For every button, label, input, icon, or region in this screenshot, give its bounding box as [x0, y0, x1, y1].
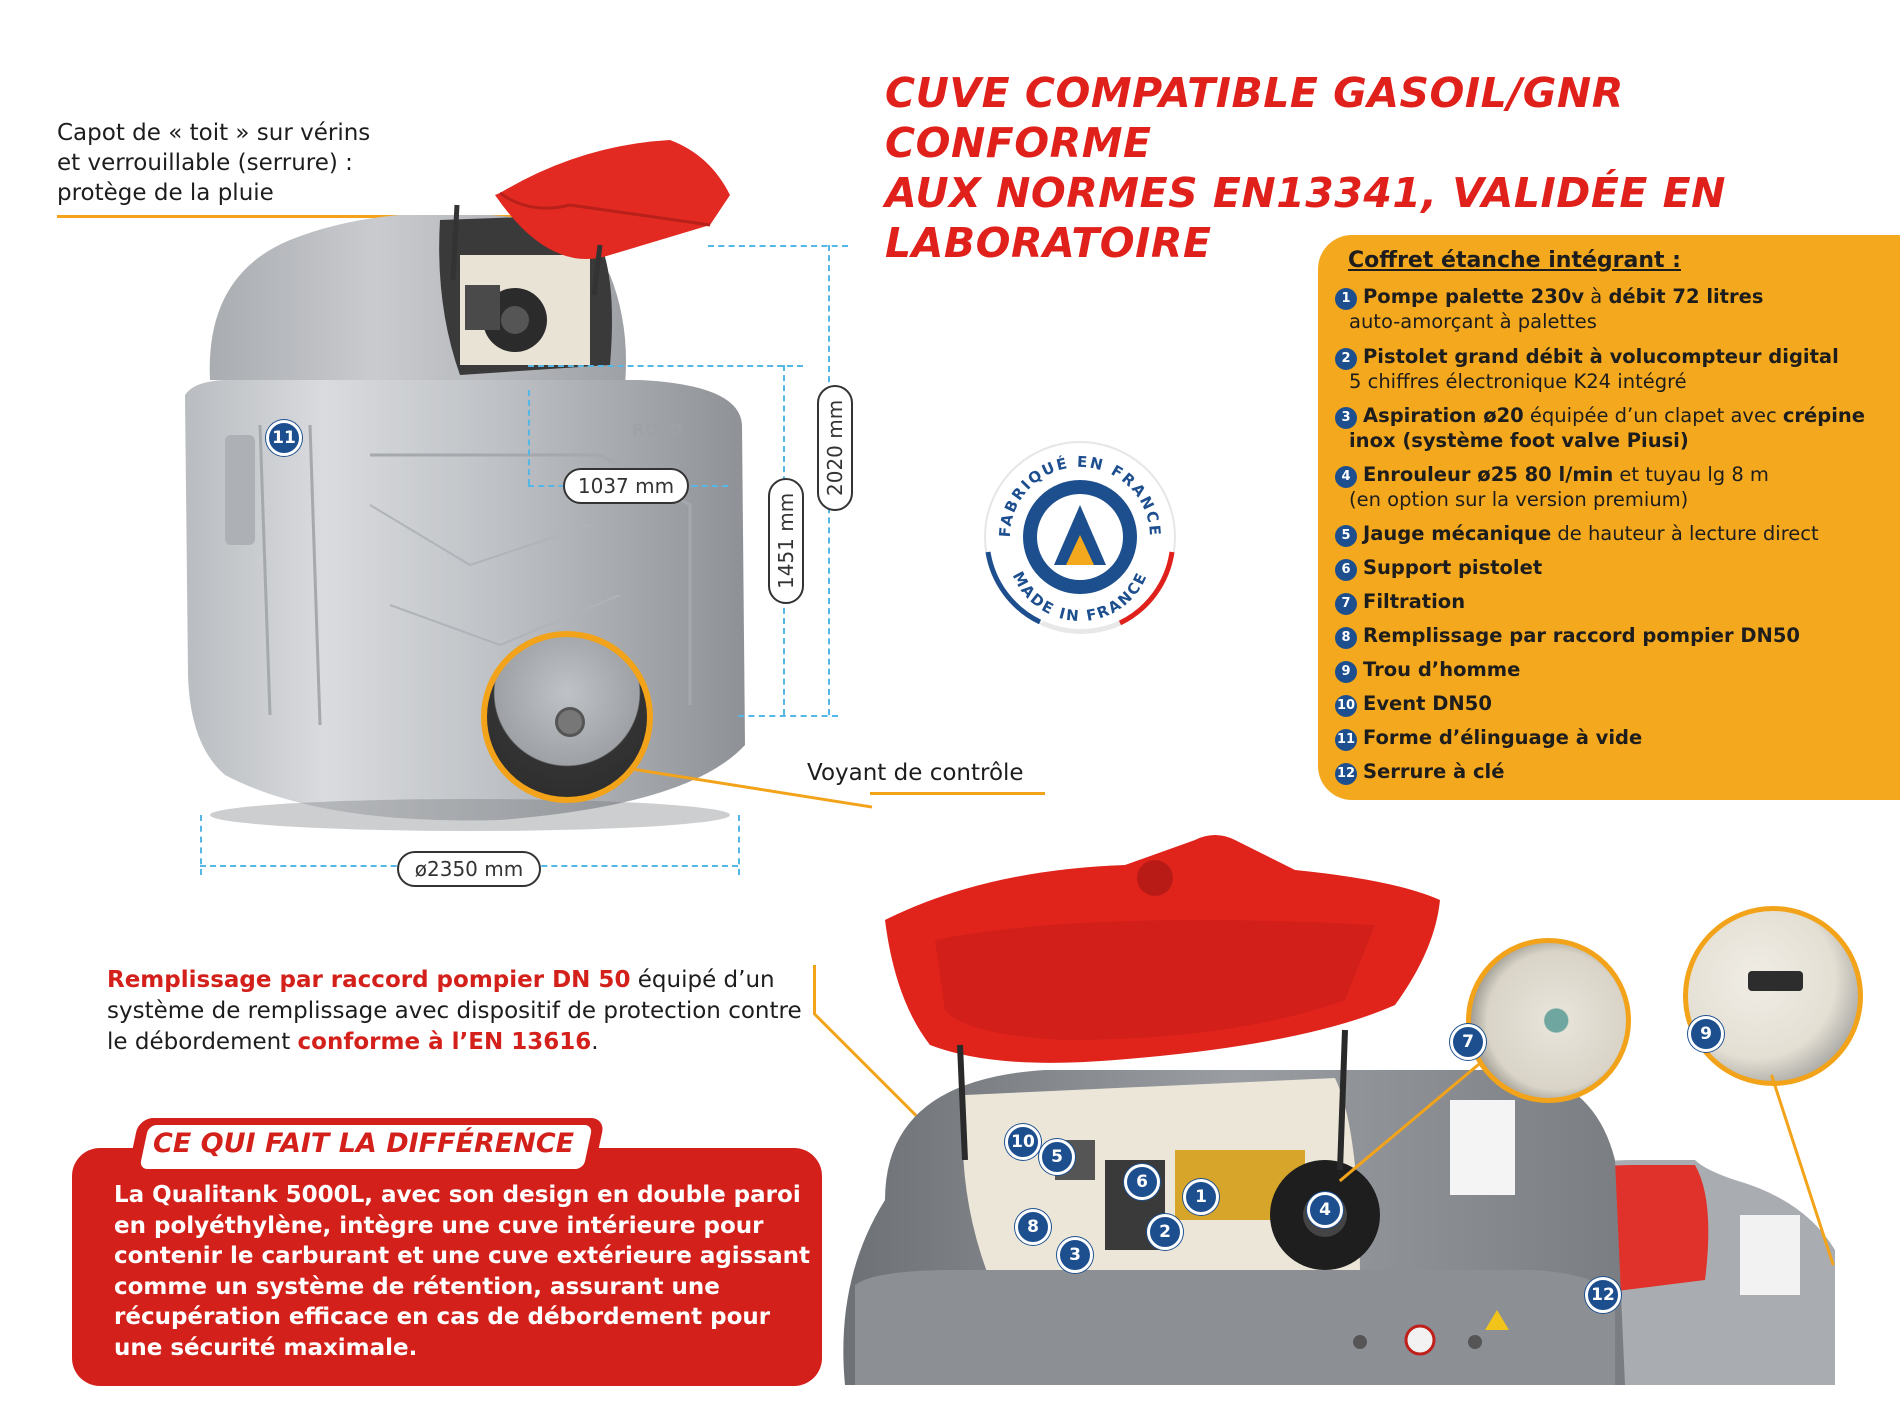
feature-item-9 — [1335, 658, 1895, 683]
dim-guide-diam-right — [738, 815, 740, 875]
feature-item-3 — [1335, 404, 1895, 453]
feature-bold: Filtration — [1363, 590, 1466, 613]
feature-sub: (en option sur la version premium) — [1349, 488, 1689, 511]
badge-2: 2 — [1147, 1214, 1183, 1250]
title-line-1: CUVE COMPATIBLE GASOIL/GNR CONFORME — [885, 69, 1624, 167]
handle-icon — [1748, 971, 1803, 991]
feature-text: équipée d’un clapet avec — [1523, 404, 1783, 427]
badge-1: 1 — [1183, 1179, 1219, 1215]
feature-number: 9 — [1335, 661, 1357, 683]
voyant-zoom-circle — [481, 631, 653, 803]
logo-bottom-text: MADE IN FRANCE — [1008, 568, 1152, 626]
feature-number: 8 — [1335, 627, 1357, 649]
badge-7: 7 — [1450, 1024, 1486, 1060]
remplissage-highlight-2: conforme à l’EN 13616 — [297, 1029, 592, 1055]
feature-number: 2 — [1335, 348, 1357, 370]
feature-number: 10 — [1335, 695, 1357, 717]
dim-guide-diam-left — [200, 815, 202, 875]
feature-bold: Trou d’homme — [1363, 658, 1521, 681]
capot-line-2: et verrouillable (serrure) : — [57, 150, 353, 176]
difference-text: La Qualitank 5000L, avec son design en double paroi en polyéthylène, intègre une cuve intérieure pour contenir le carburant et une cuve extérieure agissant comme un système de rétention, assurant une récupération efficace en cas de débordement pour une sécurité maximale. — [114, 1182, 810, 1361]
title-line-2: AUX NORMES EN13341, VALIDÉE EN LABORATOIRE — [885, 169, 1726, 267]
feature-item-7 — [1335, 590, 1895, 615]
feature-item-5 — [1335, 522, 1895, 547]
feature-number: 6 — [1335, 559, 1357, 581]
zoom-filtration — [1466, 938, 1631, 1103]
dim-guide-1037-left — [528, 390, 530, 485]
voyant-leader-line — [870, 792, 1045, 795]
feature-bold: Aspiration ø20 — [1363, 404, 1524, 427]
feature-text: et tuyau lg 8 m — [1613, 463, 1769, 486]
zoom-trou-homme — [1683, 906, 1863, 1086]
badge-6: 6 — [1124, 1164, 1160, 1200]
feature-item-10 — [1335, 692, 1895, 717]
dim-2020: 2020 mm — [817, 385, 853, 511]
feature-sub: 5 chiffres électronique K24 intégré — [1349, 370, 1687, 393]
feature-number: 4 — [1335, 466, 1357, 488]
feature-item-11 — [1335, 726, 1895, 751]
feature-sub: inox (système foot valve Piusi) — [1349, 429, 1689, 452]
feature-bold: Pistolet grand débit à volucompteur digital — [1363, 345, 1839, 368]
feature-sub: auto-amorçant à palettes — [1349, 310, 1597, 333]
dim-diameter: ø2350 mm — [397, 851, 541, 887]
logo-top-text: FABRIQUÉ EN FRANCE — [995, 452, 1165, 538]
dim-guide-mid — [528, 365, 803, 367]
badge-8: 8 — [1015, 1209, 1051, 1245]
made-in-france-logo — [980, 437, 1180, 637]
feature-item-2 — [1335, 345, 1895, 394]
voyant-caption: Voyant de contrôle — [807, 760, 1024, 786]
dim-1451: 1451 mm — [768, 478, 804, 604]
remplissage-highlight-1: Remplissage par raccord pompier DN 50 — [107, 967, 631, 993]
badge-4: 4 — [1307, 1192, 1343, 1228]
badge-10: 10 — [1005, 1124, 1041, 1160]
dim-guide-bottom — [738, 715, 838, 717]
feature-bold-2: crépine — [1782, 404, 1866, 427]
feature-text: de hauteur à lecture direct — [1551, 522, 1819, 545]
remplissage-body: équipé d’un système de remplissage avec dispositif de protection contre le débordement — [107, 967, 802, 1055]
feature-bold: Pompe palette 230v — [1363, 285, 1585, 308]
feature-number: 1 — [1335, 288, 1357, 310]
badge-3: 3 — [1057, 1237, 1093, 1273]
remplissage-end: . — [591, 1029, 599, 1055]
feature-text: à — [1584, 285, 1609, 308]
feature-item-4 — [1335, 463, 1895, 512]
feature-item-8 — [1335, 624, 1895, 649]
voyant-icon — [555, 707, 585, 737]
tank-brand-label: ROTO — [632, 420, 683, 439]
coffret-title: Coffret étanche intégrant : — [1348, 248, 1681, 273]
feature-bold: Support pistolet — [1363, 556, 1543, 579]
feature-bold: Enrouleur ø25 80 l/min — [1363, 463, 1614, 486]
feature-number: 3 — [1335, 407, 1357, 429]
capot-line-3: protège de la pluie — [57, 180, 274, 206]
difference-title: CE QUI FAIT LA DIFFÉRENCE — [153, 1128, 575, 1159]
feature-bold-2: débit 72 litres — [1608, 285, 1764, 308]
feature-number: 11 — [1335, 729, 1357, 751]
feature-number: 5 — [1335, 525, 1357, 547]
feature-bold: Event DN50 — [1363, 692, 1492, 715]
capot-line-1: Capot de « toit » sur vérins — [57, 120, 371, 146]
feature-bold: Remplissage par raccord pompier DN50 — [1363, 624, 1800, 647]
remplissage-leader-vertical — [813, 965, 816, 1015]
dim-1037: 1037 mm — [563, 468, 689, 504]
badge-9: 9 — [1688, 1016, 1724, 1052]
feature-bold: Serrure à clé — [1363, 760, 1505, 783]
feature-item-6 — [1335, 556, 1895, 581]
feature-bold: Jauge mécanique — [1363, 522, 1552, 545]
badge-5: 5 — [1039, 1139, 1075, 1175]
feature-bold: Forme d’élinguage à vide — [1363, 726, 1643, 749]
feature-number: 7 — [1335, 593, 1357, 615]
remplissage-text — [107, 965, 827, 1058]
feature-item-1 — [1335, 285, 1895, 334]
feature-item-12 — [1335, 760, 1895, 785]
badge-11-main: 11 — [266, 420, 302, 456]
feature-number: 12 — [1335, 763, 1357, 785]
dim-guide-top — [708, 245, 848, 247]
badge-12: 12 — [1585, 1277, 1621, 1313]
